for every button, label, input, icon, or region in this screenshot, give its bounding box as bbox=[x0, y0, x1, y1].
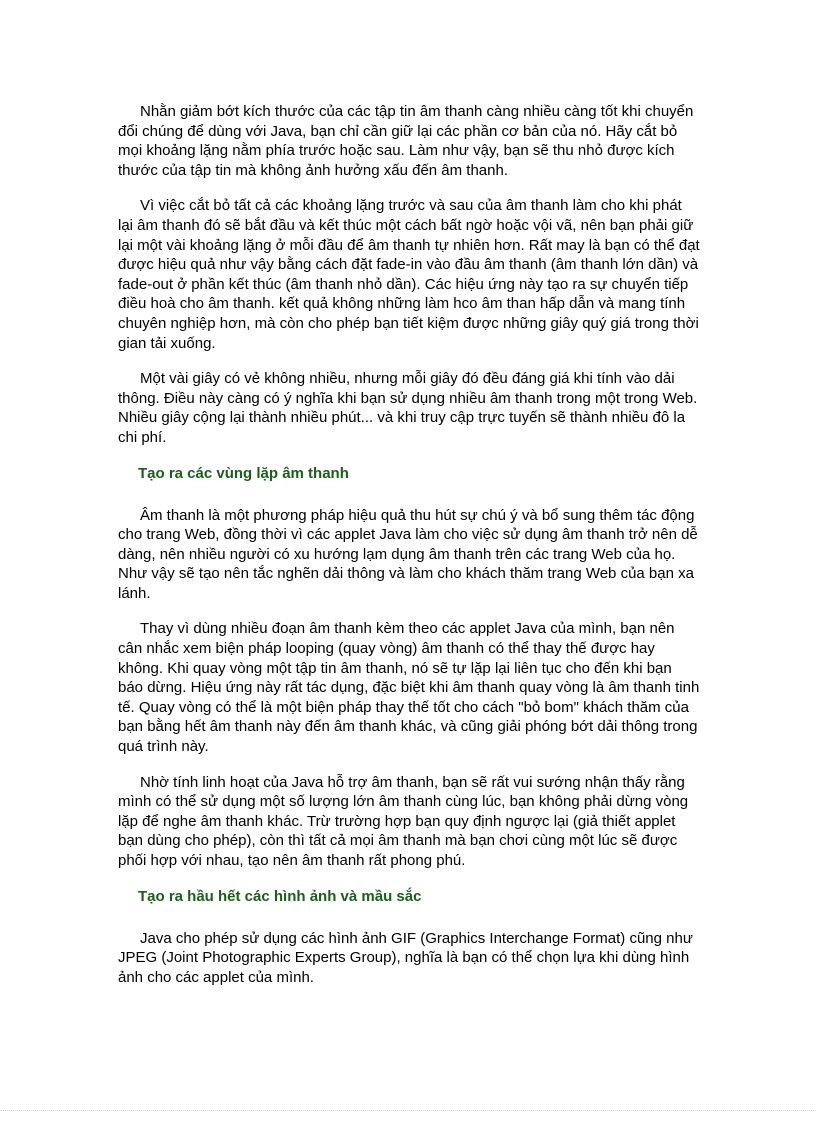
paragraph-3: Một vài giây có vẻ không nhiều, nhưng mỗi giây đó đều đáng giá khi tính vào dải thông. Điều này càng có ý nghĩa khi bạn sử dụng nhiều âm thanh trong một trong Web. Nhiều giây cộng lại thành nhiều phút... và khi truy cập trực tuyến sẽ thành nhiều đô la chi phí. bbox=[118, 370, 698, 446]
paragraph-1: Nhằn giảm bớt kích thước của các tập tin âm thanh càng nhiều càng tốt khi chuyển đổi chúng để dùng với Java, bạn chỉ cần giữ lại các phần cơ bản của nó. Hãy cắt bỏ mọi khoảng lặng nằm phía trước hoặc sau. Làm như vậy, bạn sẽ thu nhỏ được kích thước của tập tin mà không ảnh hưởng xấu đến âm thanh. bbox=[118, 103, 694, 179]
document-page bbox=[118, 102, 700, 1003]
paragraph-5: Thay vì dùng nhiều đoạn âm thanh kèm theo các applet Java của mình, bạn nên cân nhắc xem biện pháp looping (quay vòng) âm thanh có thể thay thế được hay không. Khi quay vòng một tập tin âm thanh, nó sẽ tự lặp lại liên tục cho đến khi bạn báo dừng. Hiệu ứng này rất tác dụng, đặc biệt khi âm thanh quay vòng là âm thanh tinh tế. Quay vòng có thể là một biện pháp thay thế tốt cho cách "bỏ bom" khách thăm của bạn bằng hết âm thanh này đến âm thanh khác, và cũng giải phóng bớt dải thông trong quá trình này. bbox=[118, 620, 700, 756]
paragraph-6: Nhờ tính linh hoạt của Java hỗ trợ âm thanh, bạn sẽ rất vui sướng nhận thấy rằng mình có thể sử dụng một số lượng lớn âm thanh cùng lúc, bạn không phải dừng vòng lặp để nghe âm thanh khác. Trừ trường hợp bạn quy định ngược lại (giả thiết applet bạn dùng cho phép), còn thì tất cả mọi âm thanh mà bạn chơi cùng một lúc sẽ được phối hợp với nhau, tạo nên âm thanh rất phong phú. bbox=[118, 773, 689, 869]
section-heading-sound-loops: Tạo ra các vùng lặp âm thanh bbox=[138, 464, 349, 482]
paragraph-2: Vì việc cắt bỏ tất cả các khoảng lặng trước và sau của âm thanh làm cho khi phát lại âm thanh đó sẽ bắt đầu và kết thúc một cách bất ngờ hoặc vội vã, nên bạn phải giữ lại một vài khoảng lặng ở mỗi đầu để âm thanh tự nhiên hơn. Rất may là bạn có thể đạt được hiệu quả như vậy bằng cách đặt fade-in vào đầu âm thanh (âm thanh lớn dần) và fade-out ở phần kết thúc (âm thanh nhỏ dần). Các hiệu ứng này tạo ra sự chuyển tiếp điều hoà cho âm thanh. kết quả không những làm hco âm than hấp dẫn và mang tính chuyên nghiệp hơn, mà còn cho phép bạn tiết kiệm được những giây quý giá trong thời gian tải xuống. bbox=[118, 197, 700, 352]
paragraph-7: Java cho phép sử dụng các hình ảnh GIF (Graphics Interchange Format) cũng như JPEG (Joint Photographic Experts Group), nghĩa là bạn có thể chọn lựa khi dùng hình ảnh cho các applet của mình. bbox=[118, 929, 693, 986]
section-heading-images-colors: Tạo ra hầu hết các hình ảnh và mầu sắc bbox=[138, 887, 422, 905]
page-bottom-divider bbox=[0, 1110, 816, 1111]
paragraph-4: Âm thanh là một phương pháp hiệu quả thu hút sự chú ý và bổ sung thêm tác động cho trang Web, đồng thời vì các applet Java làm cho việc sử dụng âm thanh trở nên dễ dàng, nên nhiều người có xu hướng lạm dụng âm thanh trên các trang Web của họ. Như vậy sẽ tạo nên tắc nghẽn dải thông và làm cho khách thăm trang Web của bạn xa lánh. bbox=[118, 506, 698, 602]
